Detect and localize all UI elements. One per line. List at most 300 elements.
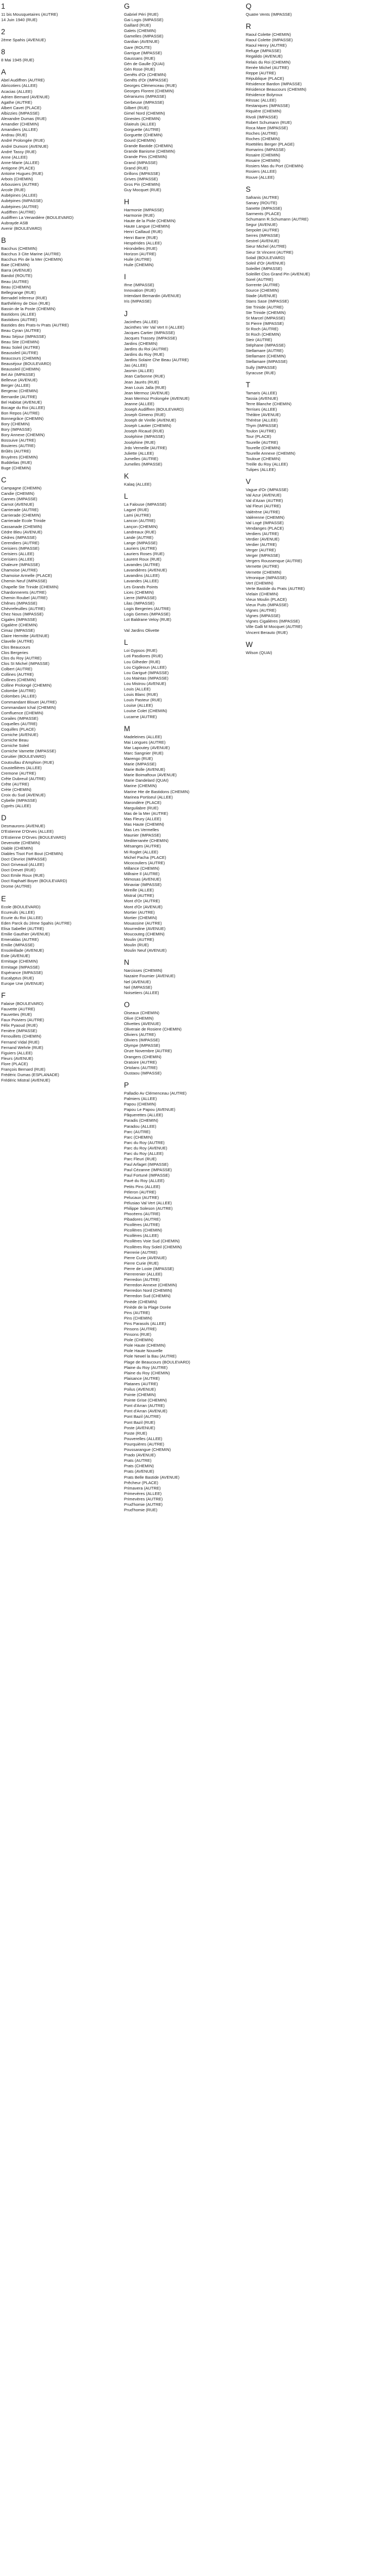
street-entry[interactable]: Raoul Henry (AUTRE) [246,43,287,48]
street-entry[interactable]: Crête Dubreuil (AUTRE) [1,776,46,781]
street-entry[interactable]: Mas Fleury (ALLEE) [124,816,161,821]
street-entry[interactable]: Sieur St Vincent (AUTRE) [246,249,294,255]
street-entry[interactable]: Fenouillets (CHEMIN) [1,1034,41,1039]
street-entry[interactable]: Chaleure (IMPASSE) [1,562,40,568]
street-entry[interactable]: Chapelle Ste Trinide (CHEMIN) [1,584,59,589]
street-entry[interactable]: Fauvettes (RUE) [1,1012,32,1017]
street-entry[interactable]: Brûlés (AUTRE) [1,449,31,454]
street-entry[interactable]: Aubrayde ASB [1,220,28,225]
street-entry[interactable]: Prats (AVENUE) [124,1469,154,1474]
street-entry[interactable]: Mésanges (AUTRE) [124,844,161,849]
street-entry[interactable]: Arcole (RUE) [1,187,26,193]
street-entry[interactable]: Joséphine (RUE) [124,439,155,445]
street-entry[interactable]: Cassanade (CHEMIN) [1,524,42,529]
street-entry[interactable]: Grives (IMPASSE) [124,176,158,181]
street-entry[interactable]: Paradis (CHEMIN) [124,1118,158,1123]
street-entry[interactable]: Carrierade (CHEMIN) [1,513,41,518]
street-entry[interactable]: André Tassy (RUE) [1,149,36,154]
street-entry[interactable]: Buge (CHEMIN) [1,465,31,470]
street-entry[interactable]: Lavandins (ALLEE) [124,573,160,579]
street-entry[interactable]: Bacchus (CHEMIN) [1,246,38,251]
street-entry[interactable]: Jardins du Roy (RUE) [124,352,164,357]
street-entry[interactable]: Pinsons (AUTRE) [124,1326,157,1331]
street-entry[interactable]: Pibadores (AUTRE) [124,1217,161,1222]
street-entry[interactable]: Maunier (IMPASSE) [124,833,161,838]
street-entry[interactable]: Bellegrange (RUE) [1,290,36,295]
street-entry[interactable]: Cremone (AUTRE) [1,770,36,776]
street-entry[interactable]: Baie (CHEMIN) [1,262,30,268]
street-entry[interactable]: Pins Parasols (ALLEE) [124,1321,166,1326]
street-entry[interactable]: Lancon (AUTRE) [124,518,155,524]
street-entry[interactable]: Micocouliers (AUTRE) [124,860,165,865]
street-entry[interactable]: Mas Haute (CHEMIN) [124,822,164,827]
street-entry[interactable]: Laurent Roux (RUE) [124,557,161,562]
street-entry[interactable]: Verdier (AVENUE) [246,536,279,542]
street-entry[interactable]: Gaillard (RUE) [124,23,151,28]
street-entry[interactable]: Lou Cigdeoun (ALLEE) [124,664,167,670]
street-entry[interactable]: Verger (AUTRE) [246,548,276,553]
street-entry[interactable]: Sanette (IMPASSE) [246,205,282,211]
street-entry[interactable]: Fernand Wehrle (RUE) [1,1045,43,1050]
street-entry[interactable]: Palmiers (ALLEE) [124,1096,157,1102]
street-entry[interactable]: Tourelle (AUTRE) [246,439,278,445]
street-entry[interactable]: Carnot (AVENUE) [1,502,34,507]
street-entry[interactable]: Beau (CHEMIN) [1,284,31,290]
street-entry[interactable]: Avenir (BOULEVARD) [1,225,42,231]
street-entry[interactable]: Romarins (IMPASSE) [246,147,285,153]
street-entry[interactable]: Vieux Moulin (PLACE) [246,597,287,602]
street-entry[interactable]: Fenière (IMPASSE) [1,1028,38,1034]
street-entry[interactable]: Ifrne (IMPASSE) [124,282,154,288]
street-entry[interactable]: Hespérides (ALLEE) [124,240,162,246]
street-entry[interactable]: Lices (CHEMIN) [124,589,154,595]
street-entry[interactable]: Gros Pin (CHEMIN) [124,181,160,187]
street-entry[interactable]: Agathe (AUTRE) [1,99,32,105]
street-entry[interactable]: Prêcheur (PLACE) [124,1480,158,1485]
street-entry[interactable]: Frédéric Mistral (AVENUE) [1,1078,51,1083]
street-entry[interactable]: Eucalyptus (RUE) [1,975,34,981]
street-entry[interactable]: Eole (AVENUE) [1,953,30,959]
street-entry[interactable]: Coustellières (ALLEE) [1,765,42,770]
street-entry[interactable]: Crète (CHEMIN) [1,787,32,792]
street-entry[interactable]: Piole (CHEMIN) [124,1337,154,1343]
street-entry[interactable]: Pierre Curie (RUE) [124,1260,159,1266]
street-entry[interactable]: Pierrerie (AUTRE) [124,1249,158,1255]
street-entry[interactable]: Louis Blanc (RUE) [124,692,158,698]
street-entry[interactable]: Piole Haute (CHEMIN) [124,1343,166,1348]
street-entry[interactable]: Lou Mistrou (AVENUE) [124,681,166,686]
street-entry[interactable]: Vignes Cigalières (IMPASSE) [246,619,300,624]
street-entry[interactable]: Serpolet (AUTRE) [246,228,279,233]
street-entry[interactable]: Noisetiers (ALLEE) [124,990,159,995]
street-entry[interactable]: Paul Cézanne (IMPASSE) [124,1167,172,1173]
street-entry[interactable]: Pinède de la Plage Dorée [124,1304,171,1310]
street-entry[interactable]: Lavandes (ALLEE) [124,579,159,584]
street-entry[interactable]: Bel Habitat (AVENUE) [1,399,42,405]
street-entry[interactable]: Guy Mocquet (RUE) [124,187,161,192]
street-entry[interactable]: Marie Dandelard (QUAI) [124,778,169,783]
street-entry[interactable]: Rivoli (IMPASSE) [246,114,278,120]
street-entry[interactable]: Jean Louis Jalla (RUE) [124,385,166,390]
street-entry[interactable]: Restanques (IMPASSE) [246,103,290,109]
street-entry[interactable]: Prats Belle Bastide (AVENUE) [124,1474,179,1480]
street-entry[interactable]: Joséphine (IMPASSE) [124,434,165,439]
street-entry[interactable]: Cannes (IMPASSE) [1,497,38,502]
street-entry[interactable]: Genêts d'Or (CHEMIN) [124,72,166,78]
street-entry[interactable]: Vergers Roussenque (AUTRE) [246,558,302,564]
street-entry[interactable]: Primevères (AUTRE) [124,1496,163,1501]
street-entry[interactable]: Jasmin (ALLEE) [124,368,154,374]
street-entry[interactable]: Bocage du Roi (ALLEE) [1,405,45,410]
street-entry[interactable]: Chardonnerets (AUTRE) [1,589,47,595]
street-entry[interactable]: Lucarne (AUTRE) [124,714,157,719]
street-entry[interactable]: Jardins Solaire Che Beau (AUTRE) [124,357,189,363]
street-entry[interactable]: Parc du Roy (AUTRE) [124,1140,165,1145]
street-entry[interactable]: Pins (AUTRE) [124,1310,150,1315]
street-entry[interactable]: Harmonie (IMPASSE) [124,208,164,213]
street-entry[interactable]: Bastidons (AUTRE) [1,317,38,323]
street-entry[interactable]: Coutoullau d'Amphion (RUE) [1,759,54,765]
street-entry[interactable]: Beauséjour (BOULEVARD) [1,361,51,366]
street-entry[interactable]: Palladio Av Clémenceau (AUTRE) [124,1090,187,1096]
street-entry[interactable]: Espérance (IMPASSE) [1,970,43,975]
street-entry[interactable]: Adrien Bernard (AVENUE) [1,94,49,99]
street-entry[interactable]: Audiffren (AUTRE) [1,209,36,215]
street-entry[interactable]: Vignes (IMPASSE) [246,613,281,619]
street-entry[interactable]: Collines (AUTRE) [1,672,34,677]
street-entry[interactable]: Coquilles (PLACE) [1,726,36,732]
street-entry[interactable]: Jardins du Roi (AUTRE) [124,346,169,351]
street-entry[interactable]: Gén Rose (RUE) [124,66,155,72]
street-entry[interactable]: Robert Schumann (RUE) [246,120,292,125]
street-entry[interactable]: Primevères (ALLEE) [124,1491,162,1496]
street-entry[interactable]: Innovation (RUE) [124,288,156,293]
street-entry[interactable]: Clos St Michel (IMPASSE) [1,661,49,666]
street-entry[interactable]: Phocéens (AUTRE) [124,1211,160,1216]
street-entry[interactable]: Gamelles (IMPASSE) [124,34,164,39]
street-entry[interactable]: Pointe (CHEMIN) [124,1392,156,1398]
street-entry[interactable]: Ortolans (AUTRE) [124,1065,158,1070]
street-entry[interactable]: Comfluence (CHEMIN) [1,710,43,715]
street-entry[interactable]: Loti Pasdiores (RUE) [124,654,163,659]
street-entry[interactable]: Marc Sangnier (RUE) [124,750,164,756]
street-entry[interactable]: Reppe (AUTRE) [246,70,276,76]
street-entry[interactable]: Orangers (CHEMIN) [124,1054,161,1059]
street-entry[interactable]: Gai Logis (IMPASSE) [124,17,164,23]
street-entry[interactable]: Onze Novembre (AUTRE) [124,1048,172,1054]
street-entry[interactable]: Lou Maintas (IMPASSE) [124,675,169,681]
street-entry[interactable]: Bouieres (AUTRE) [1,443,35,449]
street-entry[interactable]: Moulin (RUE) [124,943,149,948]
street-entry[interactable]: Juliette (ALLEE) [124,450,154,456]
street-entry[interactable]: Grand (RUE) [124,165,148,171]
street-entry[interactable]: Michel Pacha (PLACE) [124,855,166,860]
street-entry[interactable]: Figuiers (ALLEE) [1,1050,33,1055]
street-entry[interactable]: Cerisiers (ALLEE) [1,551,34,556]
street-entry[interactable]: Millance (CHEMIN) [124,865,159,871]
street-entry[interactable]: Vieux Puits (IMPASSE) [246,602,289,608]
street-entry[interactable]: Oiseaux (CHEMIN) [124,1010,159,1015]
street-entry[interactable]: Picollères (AUTRE) [124,1222,160,1228]
street-entry[interactable]: Corailes (IMPASSE) [1,715,39,721]
street-entry[interactable]: Tour (PLACE) [246,434,271,439]
street-entry[interactable]: Pierre Curie (AVENUE) [124,1255,167,1260]
street-entry[interactable]: Mont d'Or (AVENUE) [124,904,163,909]
street-entry[interactable]: Joseph Audiffren (BOULEVARD) [124,407,184,412]
street-entry[interactable]: Ecole (BOULEVARD) [1,904,41,909]
street-entry[interactable]: Audiffren La Venardière (BOULEVARD) [1,215,74,220]
street-entry[interactable]: Buddelias (RUE) [1,460,32,465]
street-entry[interactable]: André Dumont (AVENUE) [1,143,48,149]
street-entry[interactable]: Paradou (ALLEE) [124,1123,157,1129]
street-entry[interactable]: Landreaux (RUE) [124,529,157,535]
street-entry[interactable]: Hirondelles (RUE) [124,246,158,251]
street-entry[interactable]: Olympe (IMPASSE) [124,1043,160,1048]
street-entry[interactable]: Mas de la Mer (AUTRE) [124,811,169,816]
street-entry[interactable]: Pont Bazil (RUE) [124,1419,155,1425]
street-entry[interactable]: Ermitage (CHEMIN) [1,959,38,964]
street-entry[interactable]: Soleil d'Or (AVENUE) [246,260,285,266]
street-entry[interactable]: Jrdo Verneille (AUTRE) [124,445,167,450]
street-entry[interactable]: Vernette (AUTRE) [246,564,279,569]
street-entry[interactable]: Doct Clevriot (IMPASSE) [1,856,47,862]
street-entry[interactable]: Plage de Beaucours (BOULEVARD) [124,1359,190,1365]
street-entry[interactable]: Sanary (ROUTE) [246,200,277,205]
street-entry[interactable]: Gabriel Péri (RUE) [124,12,159,17]
street-entry[interactable]: Huile (CHEMIN) [124,262,154,268]
street-entry[interactable]: Val d'Azan (AUTRE) [246,498,283,504]
street-entry[interactable]: Parc (CHEMIN) [124,1134,153,1140]
street-entry[interactable]: Tourelle Annexe (CHEMIN) [246,450,296,456]
street-entry[interactable]: Lange (IMPASSE) [124,540,158,545]
street-entry[interactable]: Rouve (ALLEE) [246,174,275,180]
street-entry[interactable]: Galets (CHEMIN) [124,28,157,34]
street-entry[interactable]: Pierrerenier (ALLEE) [124,1272,163,1277]
street-entry[interactable]: Picollères Roy Soleil (CHEMIN) [124,1244,182,1249]
street-entry[interactable]: Loi Gypsos (RUE) [124,648,158,654]
street-entry[interactable]: Bory (CHEMIN) [1,422,30,426]
street-entry[interactable]: 2ème Spahis (AVENUE) [1,37,46,43]
street-entry[interactable]: Diable (CHEMIN) [1,845,33,851]
street-entry[interactable]: Source (CHEMIN) [246,288,279,293]
street-entry[interactable]: Val Jardins Olivette [124,628,159,633]
street-entry[interactable]: Piole Haute Nouvelle [124,1348,163,1354]
street-entry[interactable]: Sestrel (AVENUE) [246,238,279,244]
street-entry[interactable]: Arbois (CHEMIN) [1,177,33,182]
street-entry[interactable]: Bernadel Inferreur (RUE) [1,295,47,300]
street-entry[interactable]: Papou Le Papou (AVENUE) [124,1107,176,1113]
street-entry[interactable]: Albert Cavet (PLACE) [1,105,41,110]
street-entry[interactable]: Abel Audiffren (AUTRE) [1,78,45,83]
street-entry[interactable]: Doct Emile Roux (RUE) [1,873,45,878]
street-entry[interactable]: Chèvrefeuilles (AUTRE) [1,606,46,611]
street-entry[interactable]: Clos Beaucours [1,644,30,650]
street-entry[interactable]: Verdiers (AUTRE) [246,531,279,536]
street-entry[interactable]: Faux Poiviers (AUTRE) [1,1017,44,1023]
street-entry[interactable]: Syracuse (RUE) [246,370,276,375]
street-entry[interactable]: Pierredon Nord (CHEMIN) [124,1288,172,1293]
street-entry[interactable]: Haute de la Piole (CHEMIN) [124,218,176,224]
street-entry[interactable]: Pinsons (RUE) [124,1332,152,1337]
street-entry[interactable]: Wilson (QUAI) [246,650,272,655]
street-entry[interactable]: Gilbert (RUE) [124,105,149,110]
street-entry[interactable]: Nazaire Fournier (AVENUE) [124,973,176,979]
street-entry[interactable]: St Pierre (IMPASSE) [246,321,284,326]
street-entry[interactable]: Bellevue (AVENUE) [1,378,38,383]
street-entry[interactable]: Vert (CHEMIN) [246,580,273,586]
street-entry[interactable]: Acacias (ALLEE) [1,89,33,94]
street-entry[interactable]: Résidence Bolyroux [246,92,283,98]
street-entry[interactable]: Jean Jaurès (RUE) [124,379,159,385]
street-entry[interactable]: Pâquerettes (ALLEE) [124,1113,163,1118]
street-entry[interactable]: Poilus (AVENUE) [124,1387,156,1392]
street-entry[interactable]: Nel (AVENUE) [124,979,151,984]
street-entry[interactable]: Clos Bergeries [1,650,28,655]
street-entry[interactable]: Corniche Soleil [1,743,29,749]
street-entry[interactable]: Valèrenne (CHEMIN) [246,514,285,520]
street-entry[interactable]: Logis Bergeries (AUTRE) [124,606,171,611]
street-entry[interactable]: Coruitier (BOULEVARD) [1,754,46,759]
street-entry[interactable]: Minaviar (IMPASSE) [124,882,162,888]
street-entry[interactable]: Henri Barre (RUE) [124,235,158,240]
street-entry[interactable]: Poste (RUE) [124,1430,147,1436]
street-entry[interactable]: Chênes (IMPASSE) [1,600,38,606]
street-entry[interactable]: Lilas (IMPASSE) [124,600,154,606]
street-entry[interactable]: Picollères Voie Sud (CHEMIN) [124,1239,180,1244]
street-entry[interactable]: Mas Les Vermelles [124,827,159,833]
street-entry[interactable]: Beau Soleil (AUTRE) [1,344,40,350]
street-entry[interactable]: Amandiers (ALLEE) [1,127,38,133]
street-entry[interactable]: Jacques Trassey (IMPASSE) [124,335,177,341]
street-entry[interactable]: Marine Hte de Bastidons (CHEMIN) [124,789,190,794]
street-entry[interactable]: Roca Mare (IMPASSE) [246,125,288,130]
street-entry[interactable]: Pouverelles (ALLEE) [124,1436,163,1441]
street-entry[interactable]: Narcisses (CHEMIN) [124,968,163,973]
street-entry[interactable]: Nel (IMPASSE) [124,984,152,990]
street-entry[interactable]: Terre Blanche (CHEMIN) [246,401,291,406]
street-entry[interactable]: Bossuive (AUTRE) [1,438,36,443]
street-entry[interactable]: Sarments (PLACE) [246,211,281,216]
street-entry[interactable]: Oratoire (AUTRE) [124,1059,157,1065]
street-entry[interactable]: Olive (CHEMIN) [124,1015,154,1021]
street-entry[interactable]: Garrigue (IMPASSE) [124,50,162,55]
street-entry[interactable]: Jardins (CHEMIN) [124,341,158,346]
street-entry[interactable]: Bernardie (AUTRE) [1,394,37,399]
street-entry[interactable]: Thym (IMPASSE) [246,423,278,429]
street-entry[interactable]: Anne (ALLEE) [1,154,28,160]
street-entry[interactable]: Huile (AUTRE) [124,256,152,262]
street-entry[interactable]: Stellamare (AUTRE) [246,348,284,354]
street-entry[interactable]: Emeraldas (AUTRE) [1,937,39,943]
street-entry[interactable]: Mortier (AUTRE) [124,909,155,915]
street-entry[interactable]: Roches (CHEMIN) [246,136,280,141]
street-entry[interactable]: Madeleines (ALLEE) [124,734,162,739]
street-entry[interactable]: Stellamare (CHEMIN) [246,354,286,359]
street-entry[interactable]: Papou (CHEMIN) [124,1102,157,1107]
street-entry[interactable]: Mireille (ALLEE) [124,888,154,893]
street-entry[interactable]: Rosiers Mas du Port (CHEMIN) [246,164,303,169]
street-entry[interactable]: Marie Bolle (AVENUE) [124,767,165,772]
street-entry[interactable]: 8 Mai 1945 (RUE) [1,58,34,63]
street-entry[interactable]: Bastidons (ALLEE) [1,312,36,317]
street-entry[interactable]: Eden Parck du 2ème Spahis (AUTRE) [1,920,72,926]
street-entry[interactable]: Pont d'Arran (AUTRE) [124,1403,165,1409]
street-entry[interactable]: Colline Prolongé (CHEMIN) [1,683,52,688]
street-entry[interactable]: Genêts d'Or (IMPASSE) [124,78,169,83]
street-entry[interactable]: D'Estienne D'Orves (ALLEE) [1,829,54,834]
street-entry[interactable]: Ecurie du Roi (ALLEE) [1,915,43,920]
street-entry[interactable]: Bruyères (CHEMIN) [1,454,38,460]
street-entry[interactable]: Ginestes (CHEMIN) [124,116,161,121]
street-entry[interactable]: Desmaurons (AVENUE) [1,824,45,829]
street-entry[interactable]: Bel Air (IMPASSE) [1,372,35,378]
street-entry[interactable]: Vielain (CHEMIN) [246,591,278,596]
street-entry[interactable]: Refuge (IMPASSE) [246,48,281,54]
street-entry[interactable]: Commandant Blouet (AUTRE) [1,699,57,705]
street-entry[interactable]: Péleron (AUTRE) [124,1189,157,1195]
street-entry[interactable]: St Roch (AUTRE) [246,326,278,331]
street-entry[interactable]: Aubépines (ALLEE) [1,193,38,198]
street-entry[interactable]: Poussarangue (CHEMIN) [124,1447,171,1453]
street-entry[interactable]: Carrierade (AUTRE) [1,507,39,513]
street-entry[interactable]: Prats (AUTRE) [124,1458,152,1463]
street-entry[interactable]: Verte Bastide du Prats (AUTRE) [246,586,305,591]
street-entry[interactable]: Bonnegrâce (CHEMIN) [1,416,44,421]
street-entry[interactable]: Segur (AVENUE) [246,222,278,228]
street-entry[interactable]: Vignes (AUTRE) [246,608,276,613]
street-entry[interactable]: Safranis (AUTRE) [246,194,279,200]
street-entry[interactable]: Marondère (PLACE) [124,800,161,805]
street-entry[interactable]: Relais du Roi (CHEMIN) [246,59,291,65]
street-entry[interactable]: Bergerac (CHEMIN) [1,388,38,394]
street-entry[interactable]: Serres (IMPASSE) [246,233,280,238]
street-entry[interactable]: Oliveraie de Rosiere (CHEMIN) [124,1027,182,1032]
street-entry[interactable]: Parc du Roy (AVENUE) [124,1145,167,1151]
street-entry[interactable]: Joseph Ricaud (RUE) [124,429,164,434]
street-entry[interactable]: Cyprès (ALLEE) [1,803,31,809]
street-entry[interactable]: Chemin Roubel (AUTRE) [1,595,48,600]
street-entry[interactable]: Horizon (AUTRE) [124,251,157,256]
street-entry[interactable]: Rèssac (ALLEE) [246,98,277,103]
street-entry[interactable]: Rosaire (CHEMIN) [246,158,281,164]
street-entry[interactable]: Parc du Roy (ALLEE) [124,1151,164,1156]
street-entry[interactable]: Harmonie (RUE) [124,213,155,218]
street-entry[interactable]: Roches (AUTRE) [246,130,278,136]
street-entry[interactable]: Iris (IMPASSE) [124,299,152,304]
street-entry[interactable]: Tassia (AVENUE) [246,395,278,401]
street-entry[interactable]: Chamoise (AUTRE) [1,568,38,573]
street-entry[interactable]: Barra (AVENUE) [1,268,32,273]
street-entry[interactable]: Emilie (IMPASSE) [1,943,35,948]
street-entry[interactable]: Carrierade Ecole Trinide [1,518,46,524]
street-entry[interactable]: Prado (AVENUE) [124,1453,156,1458]
street-entry[interactable]: Bory (IMPASSE) [1,427,32,432]
street-entry[interactable]: Clos du Roy (AUTRE) [1,655,42,661]
street-entry[interactable]: 11 bis Mousquetaires (AUTRE) [1,12,58,17]
street-entry[interactable]: Vernette (CHEMIN) [246,569,282,575]
street-entry[interactable]: Elisa Sabellet (AUTRE) [1,926,44,931]
street-entry[interactable]: Millraire Il (AUTRE) [124,871,160,876]
street-entry[interactable]: Fernand Vidal (RUE) [1,1039,40,1045]
street-entry[interactable]: Pierredon Sud (CHEMIN) [124,1293,171,1299]
street-entry[interactable]: Riquière (CHEMIN) [246,109,282,114]
street-entry[interactable]: Clavelle (AUTRE) [1,639,34,644]
street-entry[interactable]: La Falouse (IMPASSE) [124,502,166,507]
street-entry[interactable]: Louis Pasteur (RUE) [124,698,162,703]
street-entry[interactable]: Logis Gemes (IMPASSE) [124,612,171,617]
street-entry[interactable]: Albizzies (IMPASSE) [1,110,40,116]
street-entry[interactable]: Lagzel (RUE) [124,507,149,513]
